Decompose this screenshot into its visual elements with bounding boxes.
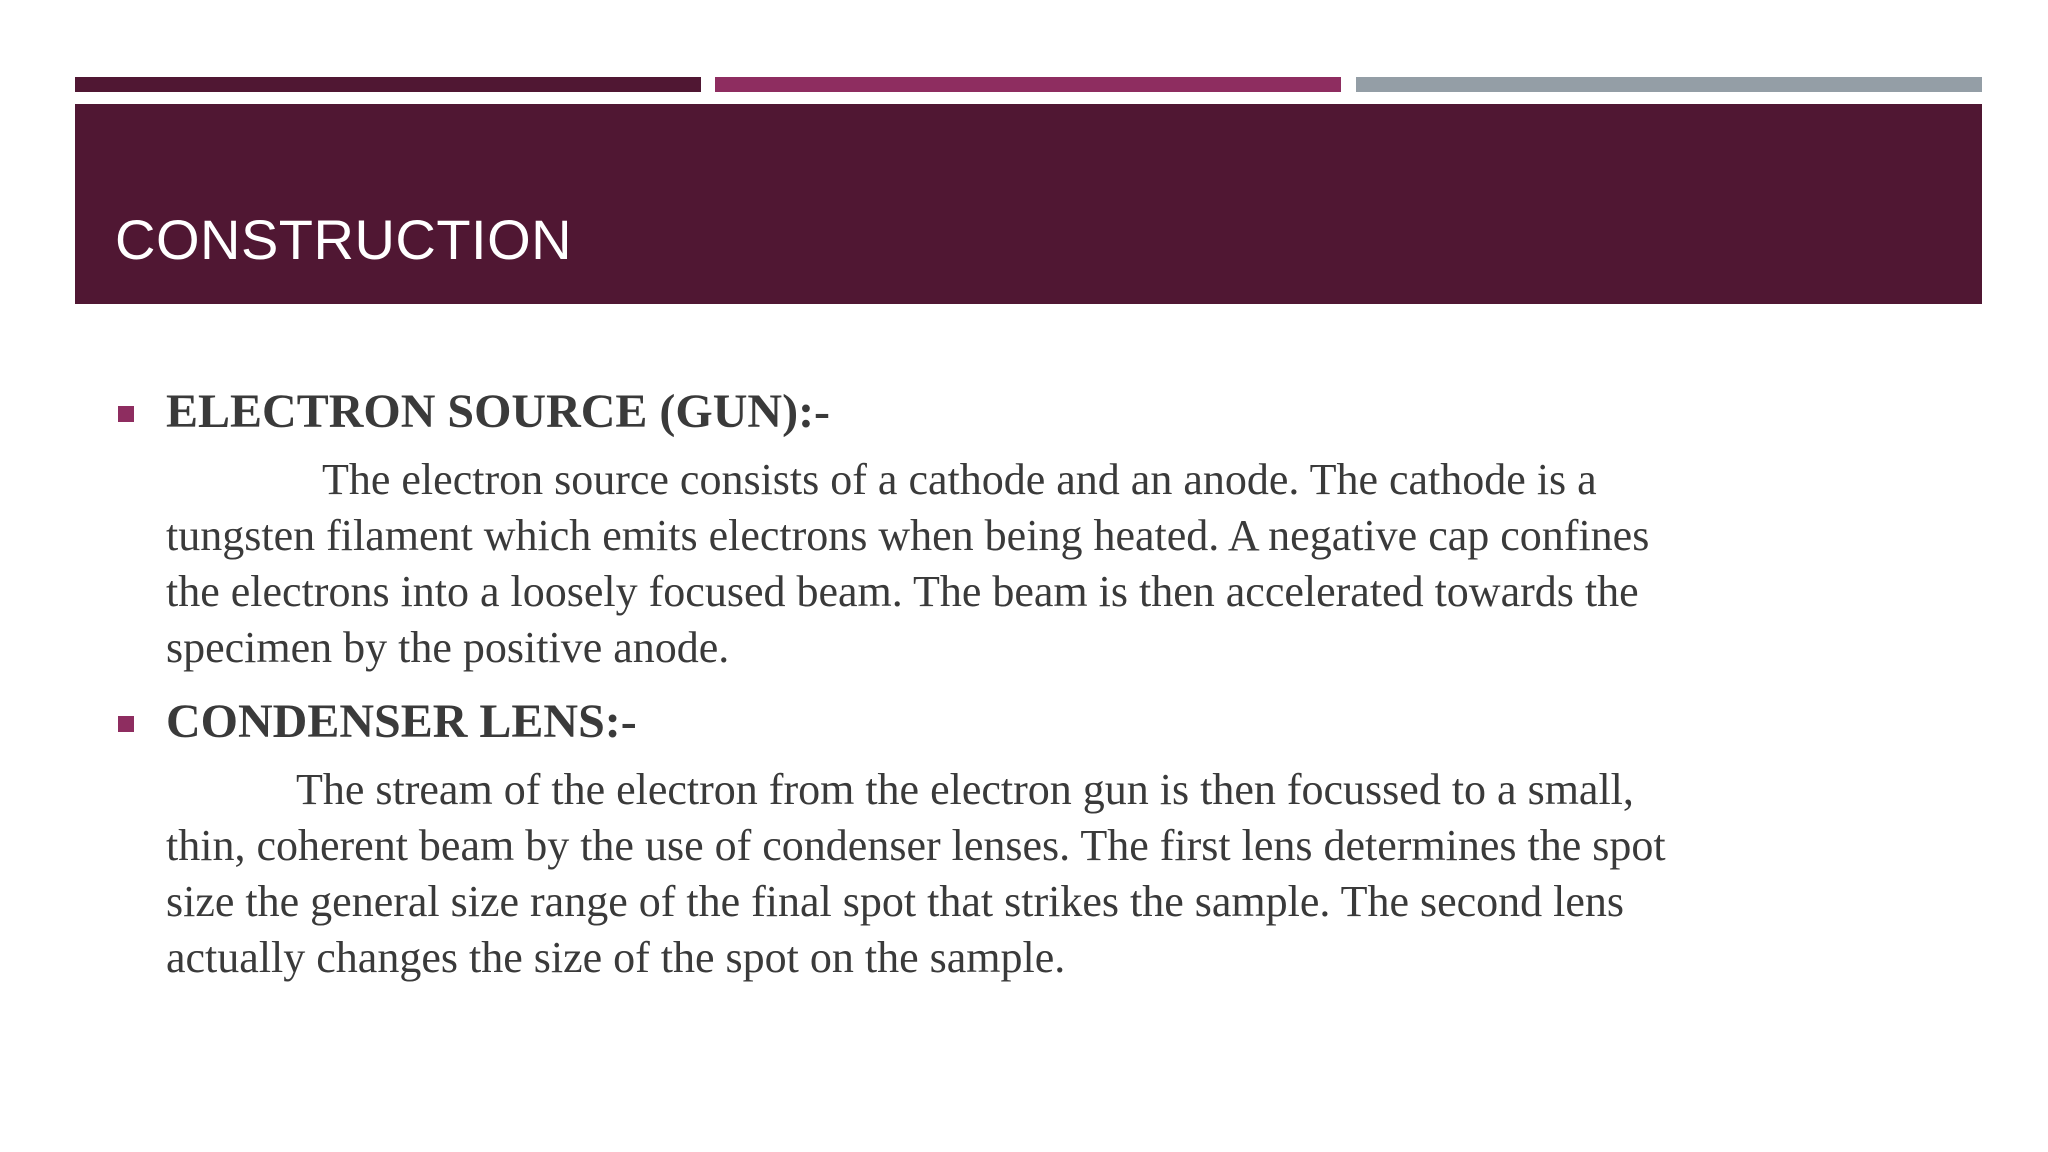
slide-title: CONSTRUCTION — [115, 208, 573, 271]
paragraph-line: specimen by the positive anode. — [166, 623, 730, 672]
paragraph-line: The electron source consists of a cathode and an anode. The cathode is a — [322, 455, 1597, 504]
paragraph-line: tungsten filament which emits electrons when being heated. A negative cap confines — [166, 511, 1650, 560]
paragraph-line: actually changes the size of the spot on the sample. — [166, 933, 1066, 982]
paragraph-line: The stream of the electron from the electron gun is then focussed to a small, — [296, 765, 1634, 814]
square-bullet-icon — [118, 716, 134, 732]
heading-text: ELECTRON SOURCE (GUN):- — [166, 385, 831, 438]
slide-content — [118, 380, 1928, 1000]
paragraph-line: size the general size range of the final spot that strikes the sample. The second lens — [166, 877, 1625, 926]
bullet-heading-electron-source — [118, 380, 1928, 444]
paragraph-line: the electrons into a loosely focused beam. The beam is then accelerated towards the — [166, 567, 1639, 616]
accent-bar-magenta — [715, 77, 1341, 92]
accent-bar-gray — [1356, 77, 1982, 92]
paragraph-electron-source — [118, 452, 1928, 676]
title-band — [75, 104, 1982, 304]
paragraph-condenser-lens — [118, 762, 1928, 986]
accent-bar-dark — [75, 77, 701, 92]
bullet-heading-condenser-lens — [118, 690, 1928, 754]
paragraph-line: thin, coherent beam by the use of condenser lenses. The first lens determines the spot — [166, 821, 1666, 870]
heading-text: CONDENSER LENS:- — [166, 695, 637, 748]
square-bullet-icon — [118, 406, 134, 422]
